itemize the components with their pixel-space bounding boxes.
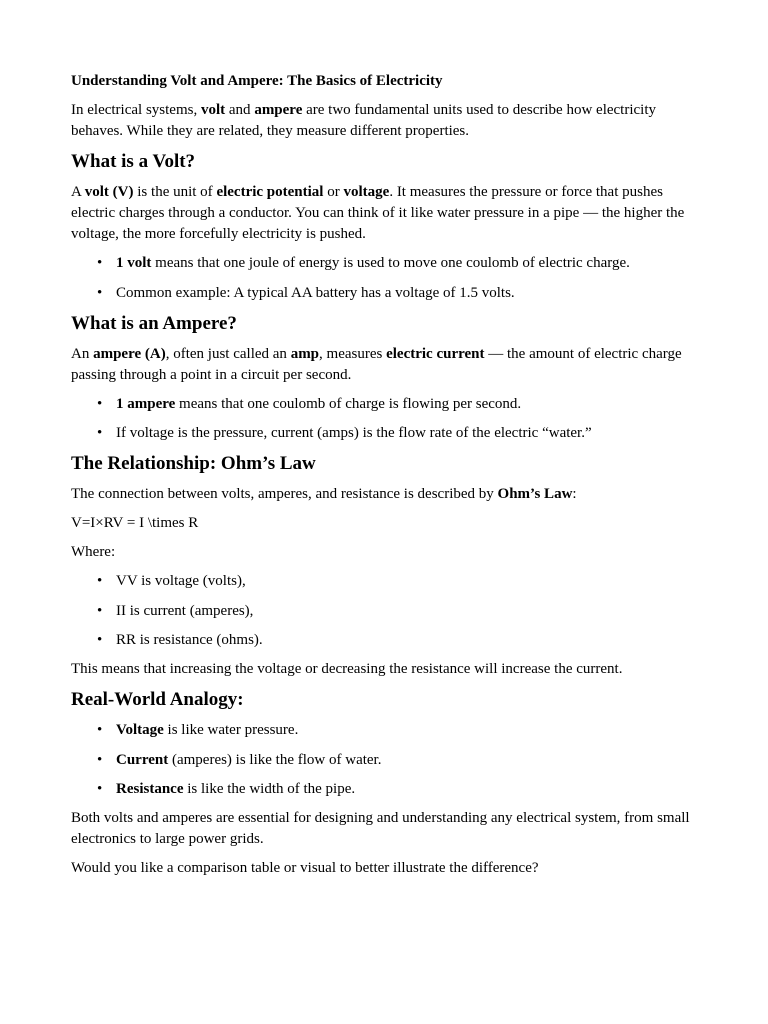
volt-bullet-list	[71, 253, 701, 304]
volt-text-1: A	[71, 184, 85, 200]
analogy-bullet-voltage	[71, 720, 701, 741]
ohm-bullet-current: • II is current (amperes),	[71, 601, 701, 622]
ohm-paragraph	[71, 484, 701, 505]
ampere-bullet-list	[71, 394, 701, 445]
volt-bold-1: volt (V)	[84, 184, 134, 200]
ampere-bold-1: ampere (A)	[93, 345, 166, 362]
ohm-heading: The Relationship: Ohm’s Law	[71, 453, 316, 474]
ohm-conclusion: This means that increasing the voltage or decreasing the resistance will increase the current.	[71, 661, 623, 677]
volt-bullet-1-text: means that one joule of energy is used to move one coulomb of electric charge.	[151, 255, 630, 271]
ampere-text-3: , measures	[319, 345, 387, 362]
intro-bold-ampere: ampere	[254, 102, 303, 118]
volt-bold-3: voltage	[343, 184, 390, 200]
ampere-bold-3: electric current	[386, 345, 485, 362]
ampere-bold-2: amp	[290, 345, 320, 362]
volt-bold-2: electric potential	[216, 184, 324, 200]
ampere-paragraph	[71, 344, 701, 386]
ohm-bullet-resistance: • RR is resistance (ohms).	[71, 630, 701, 651]
ohm-text-1: The connection between volts, amperes, and resistance is described by	[71, 486, 498, 502]
intro-text-2: and	[225, 102, 255, 118]
ampere-bullet-1	[71, 394, 701, 415]
intro-text-1: In electrical systems,	[71, 102, 201, 118]
follow-up-question: Would you like a comparison table or visual to better illustrate the difference?	[71, 860, 539, 876]
analogy-bullet-current-bold: Current	[116, 751, 169, 768]
ampere-text-1: An	[71, 345, 94, 362]
ohm-bullet-voltage: • VV is voltage (volts),	[71, 571, 701, 592]
volt-bullet-2: • Common example: A typical AA battery has a voltage of 1.5 volts.	[71, 283, 701, 304]
analogy-bullet-resistance-text: is like the width of the pipe.	[183, 781, 356, 797]
volt-paragraph	[71, 182, 701, 245]
volt-text-3: or	[323, 184, 344, 200]
analogy-bullet-voltage-bold: Voltage	[116, 722, 164, 738]
ohm-where: Where:	[71, 544, 116, 560]
intro-paragraph	[71, 100, 701, 142]
volt-heading: What is a Volt?	[71, 151, 196, 172]
document-body	[71, 71, 701, 887]
analogy-heading: Real-World Analogy:	[71, 689, 244, 710]
document-title: Understanding Volt and Ampere: The Basics of Electricity	[71, 73, 443, 89]
analogy-bullet-resistance-bold: Resistance	[116, 781, 184, 797]
analogy-bullet-resistance	[71, 779, 701, 800]
ampere-text-4: — the amount of electric charge passing through a point in a circuit per second.	[71, 345, 682, 383]
closing-paragraph: Both volts and amperes are essential for designing and understanding any electrical system, from small electronics to large power grids.	[71, 810, 690, 847]
ampere-bullet-1-bold: 1 ampere	[116, 395, 176, 412]
ohm-bold-law: Ohm’s Law	[497, 486, 573, 502]
analogy-bullet-current	[71, 750, 701, 771]
analogy-bullet-list	[71, 720, 701, 800]
ampere-bullet-1-text: means that one coulomb of charge is flowing per second.	[175, 395, 522, 412]
volt-text-2: is the unit of	[133, 184, 217, 200]
intro-bold-volt: volt	[200, 102, 226, 118]
volt-bullet-1	[71, 253, 701, 274]
analogy-bullet-voltage-text: is like water pressure.	[163, 722, 299, 738]
volt-bullet-1-bold: 1 volt	[116, 255, 152, 271]
ohm-text-2: :	[572, 486, 577, 502]
ampere-bullet-2: • If voltage is the pressure, current (amps) is the flow rate of the electric “water.”	[71, 423, 701, 444]
ohm-bullet-list	[71, 571, 701, 651]
intro-text-3: are two fundamental units used to describe how electricity behaves. While they are related, they measure different properties.	[71, 102, 656, 139]
ohm-formula: V=I×RV = I \times R	[71, 515, 199, 531]
volt-text-4: . It measures the pressure or force that pushes electric charges through a conductor. You can think of it like water pressure in a pipe — the higher the voltage, the more forcefully electricity is pushed.	[71, 184, 685, 242]
analogy-bullet-current-text: (amperes) is like the flow of water.	[168, 751, 382, 768]
ampere-heading: What is an Ampere?	[71, 312, 237, 334]
ampere-text-2: , often just called an	[165, 345, 291, 362]
